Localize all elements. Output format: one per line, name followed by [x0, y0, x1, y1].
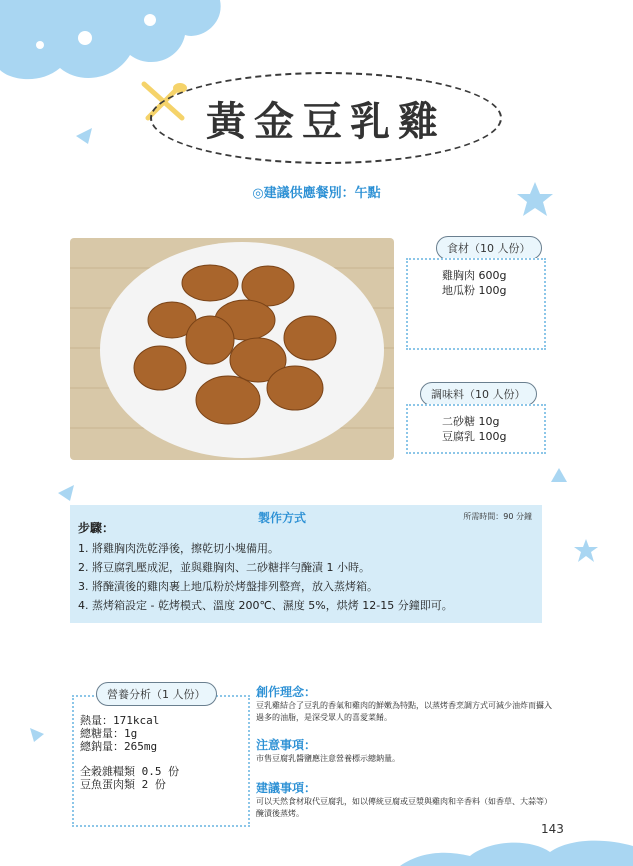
step-item: 4. 蒸烤箱設定 - 乾烤模式、溫度 200℃、濕度 5%，烘烤 12-15 分鐘即可。	[78, 599, 453, 612]
ingredients-box	[406, 258, 546, 350]
caution-title: 注意事項：	[256, 738, 317, 752]
triangle-icon	[76, 128, 92, 144]
seasoning-item: 豆腐乳 100g	[442, 430, 507, 443]
step-item: 1. 將雞胸肉洗乾淨後，擦乾切小塊備用。	[78, 542, 279, 555]
nutrition-box	[72, 695, 250, 827]
method-time: 所需時間：90 分鐘	[463, 512, 532, 521]
concept-text: 豆乳雞結合了豆乳的香氣和雞肉的鮮嫩為特點，以蒸烤香烹調方式可減少油炸而攝入過多的油脂，是深受眾人的喜愛菜餚。	[256, 701, 552, 722]
seasoning-box	[406, 404, 546, 454]
page-number: 143	[541, 822, 564, 836]
suggest-title: 建議事項：	[256, 781, 317, 795]
nutrition-item: 總糖量：1g	[80, 727, 138, 740]
steps-label: 步驟：	[78, 521, 115, 535]
nutrition-item: 熱量：171kcal	[80, 714, 160, 727]
steps-list	[78, 539, 453, 615]
seasoning-item: 二砂糖 10g	[442, 415, 500, 428]
nutrition-group: 全穀雜糧類 0.5 份	[80, 765, 180, 778]
triangle-icon	[551, 468, 567, 484]
star-icon	[573, 538, 599, 564]
page-title: 黃金豆乳雞	[206, 97, 446, 145]
seasoning-label: 調味料（10 人份）	[420, 382, 537, 406]
step-item: 3. 將醃漬後的雞肉裹上地瓜粉於烤盤排列整齊，放入蒸烤箱。	[78, 580, 378, 593]
dish-photo	[70, 238, 394, 460]
caution-text: 市售豆腐乳醬鹽應注意營養標示總鈉量。	[256, 754, 400, 763]
ingredient-item: 雞胸肉 600g	[442, 269, 507, 282]
step-item: 2. 將豆腐乳壓成泥，並與雞胸肉、二砂糖拌勻醃漬 1 小時。	[78, 561, 370, 574]
ingredients-label: 食材（10 人份）	[436, 236, 542, 260]
notes-section	[256, 683, 556, 820]
nutrition-item: 總鈉量：265mg	[80, 740, 158, 753]
title-frame	[150, 72, 502, 164]
triangle-icon	[58, 485, 74, 501]
triangle-icon	[30, 728, 44, 742]
suggest-text: 可以天然食材取代豆腐乳，如以傳統豆腐或豆漿與雞肉和辛香料（如香草、大蒜等）醃漬後蒸烤。	[256, 797, 552, 818]
ingredient-item: 地瓜粉 100g	[442, 284, 507, 297]
method-section	[70, 505, 542, 623]
nutrition-group: 豆魚蛋肉類 2 份	[80, 778, 166, 791]
concept-title: 創作理念：	[256, 685, 317, 699]
nutrition-label: 營養分析（1 人份）	[96, 682, 217, 706]
bottom-right-cloud-icon	[400, 832, 633, 866]
meal-suggestion: ◎建議供應餐別：午點	[252, 186, 381, 201]
method-title: 製作方式	[258, 511, 307, 525]
